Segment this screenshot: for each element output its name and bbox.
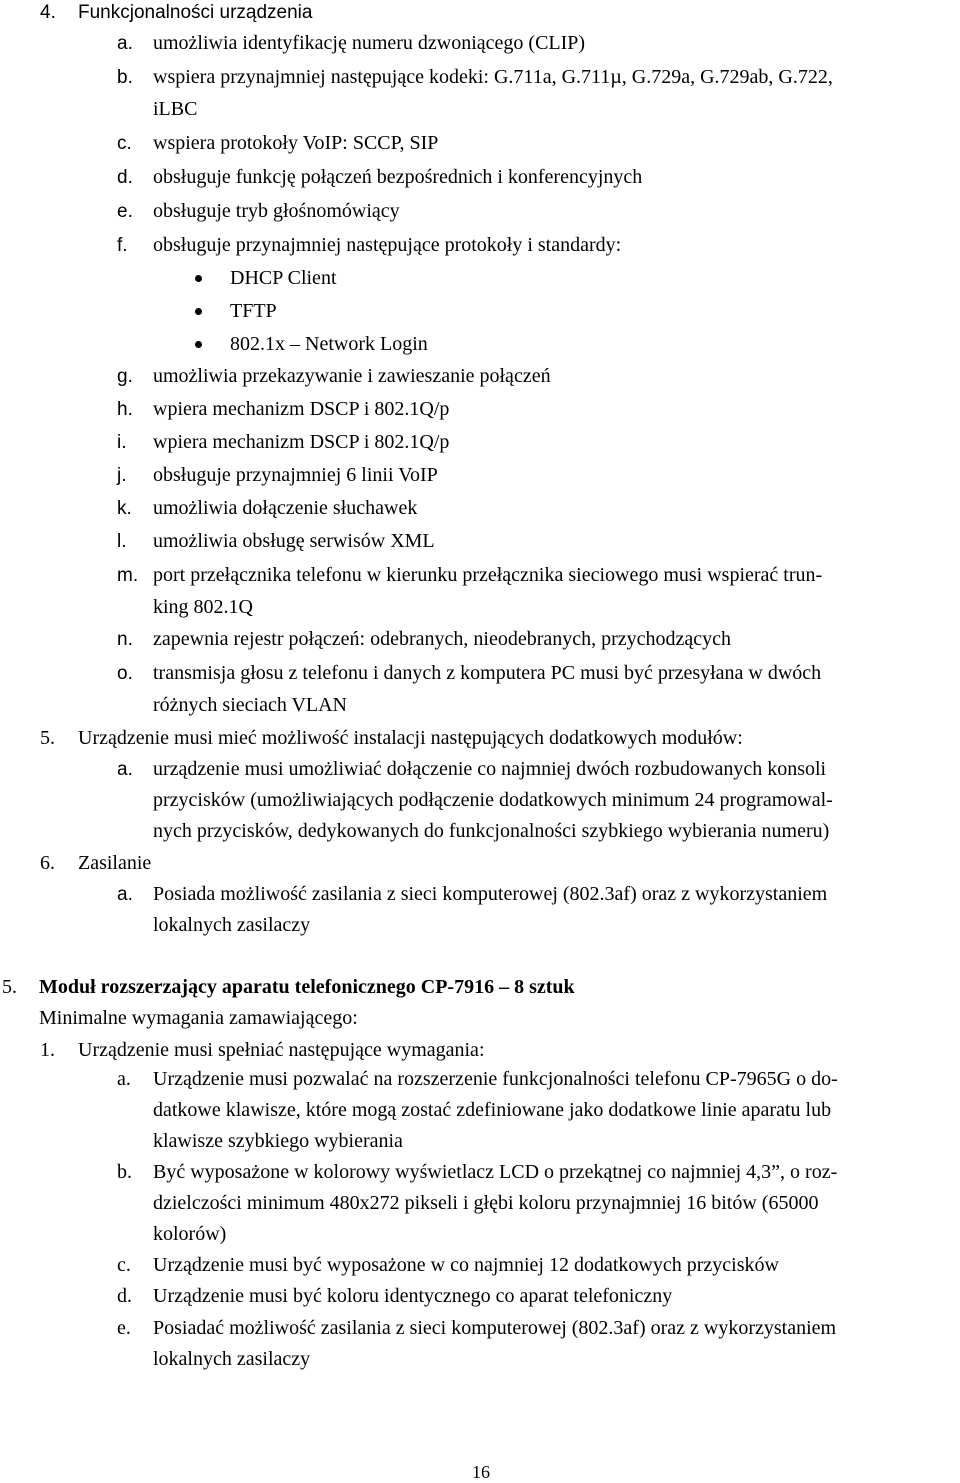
item-text: wpiera mechanizm DSCP i 802.1Q/p — [153, 431, 450, 453]
item-text: urządzenie musi umożliwiać dołączenie co najmniej dwóch rozbudowanych konsoli — [153, 758, 827, 780]
bullet-icon — [195, 308, 202, 315]
item-letter: j. — [117, 465, 127, 486]
item-letter: f. — [117, 235, 128, 256]
item-letter: e. — [117, 1317, 131, 1339]
item-text: umożliwia identyfikację numeru dzwoniącego (CLIP) — [153, 32, 586, 54]
item-text-cont: king 802.1Q — [153, 596, 253, 618]
item-text-cont: lokalnych zasilaczy — [153, 1348, 311, 1370]
bullet-text: DHCP Client — [230, 267, 337, 289]
item-text: obsługuje przynajmniej 6 linii VoIP — [153, 464, 438, 486]
item-text-cont: lokalnych zasilaczy — [153, 914, 311, 936]
requirements-number: 1. — [40, 1039, 55, 1061]
item-letter: a. — [117, 759, 133, 780]
item-text-cont: dzielczości minimum 480x272 pikseli i głębi koloru przynajmniej 16 bitów (65000 — [153, 1192, 819, 1214]
bullet-text: TFTP — [230, 300, 277, 322]
module-title: Moduł rozszerzający aparatu telefonicznego CP-7916 – 8 sztuk — [39, 976, 575, 998]
item-letter: a. — [117, 33, 133, 54]
item-letter: d. — [117, 1285, 132, 1307]
item-text-cont: przycisków (umożliwiających podłączenie dodatkowych minimum 24 programowal- — [153, 789, 833, 811]
page-number: 16 — [472, 1462, 490, 1482]
item-letter: g. — [117, 366, 133, 387]
item-text-cont: klawisze szybkiego wybierania — [153, 1130, 403, 1152]
section-6-title: Zasilanie — [78, 852, 152, 874]
item-letter: a. — [117, 1068, 131, 1090]
section-6-number: 6. — [40, 852, 55, 874]
item-letter: a. — [117, 884, 133, 905]
item-letter: o. — [117, 663, 133, 684]
item-text-cont: różnych sieciach VLAN — [153, 694, 348, 716]
item-letter: l. — [117, 531, 127, 552]
item-text: Być wyposażone w kolorowy wyświetlacz LCD o przekątnej co najmniej 4,3”, o roz- — [153, 1161, 838, 1183]
item-text: obsługuje funkcję połączeń bezpośrednich i konferencyjnych — [153, 166, 643, 188]
item-text: Urządzenie musi być wyposażone w co najmniej 12 dodatkowych przycisków — [153, 1254, 779, 1276]
item-letter: h. — [117, 399, 133, 420]
item-letter: c. — [117, 1254, 131, 1276]
item-text: umożliwia obsługę serwisów XML — [153, 530, 435, 552]
item-text: transmisja głosu z telefonu i danych z komputera PC musi być przesyłana w dwóch — [153, 662, 822, 684]
bullet-text: 802.1x – Network Login — [230, 333, 428, 355]
item-letter: i. — [117, 432, 127, 453]
item-letter: m. — [117, 565, 139, 586]
item-text: zapewnia rejestr połączeń: odebranych, nieodebranych, przychodzących — [153, 628, 732, 650]
item-letter: c. — [117, 133, 132, 154]
item-text-cont: iLBC — [153, 98, 198, 120]
module-number: 5. — [2, 976, 17, 998]
bullet-icon — [195, 341, 202, 348]
item-text: wpiera mechanizm DSCP i 802.1Q/p — [153, 398, 450, 420]
item-text: umożliwia dołączenie słuchawek — [153, 497, 418, 519]
section-4-title: Funkcjonalności urządzenia — [78, 2, 313, 23]
item-text-cont: nych przycisków, dedykowanych do funkcjonalności szybkiego wybierania numeru) — [153, 820, 830, 842]
item-letter: e. — [117, 201, 133, 222]
item-text: port przełącznika telefonu w kierunku przełącznika sieciowego musi wspierać trun- — [153, 564, 823, 586]
section-4-number: 4. — [40, 2, 56, 23]
item-text-cont: datkowe klawisze, które mogą zostać zdefiniowane jako dodatkowe linie aparatu lub — [153, 1099, 832, 1121]
item-letter: b. — [117, 67, 133, 88]
item-letter: n. — [117, 629, 133, 650]
item-text: umożliwia przekazywanie i zawieszanie połączeń — [153, 365, 551, 387]
section-5-title: Urządzenie musi mieć możliwość instalacji następujących dodatkowych modułów: — [78, 727, 743, 749]
module-subtitle: Minimalne wymagania zamawiającego: — [39, 1007, 358, 1029]
item-text: Urządzenie musi pozwalać na rozszerzenie funkcjonalności telefonu CP-7965G o do- — [153, 1068, 838, 1090]
item-text: Posiada możliwość zasilania z sieci komputerowej (802.3af) oraz z wykorzystaniem — [153, 883, 828, 905]
item-letter: d. — [117, 167, 133, 188]
item-text: wspiera przynajmniej następujące kodeki: G.711a, G.711µ, G.729a, G.729ab, G.722, — [153, 66, 833, 88]
item-text: obsługuje przynajmniej następujące protokoły i standardy: — [153, 234, 622, 256]
item-text: wspiera protokoły VoIP: SCCP, SIP — [153, 132, 439, 154]
item-text-cont: kolorów) — [153, 1223, 227, 1245]
bullet-icon — [195, 275, 202, 282]
item-letter: b. — [117, 1161, 132, 1183]
requirements-title: Urządzenie musi spełniać następujące wymagania: — [78, 1039, 485, 1061]
item-text: Posiadać możliwość zasilania z sieci komputerowej (802.3af) oraz z wykorzystaniem — [153, 1317, 837, 1339]
item-text: obsługuje tryb głośnomówiący — [153, 200, 400, 222]
section-5-number: 5. — [40, 727, 55, 749]
item-text: Urządzenie musi być koloru identycznego co aparat telefoniczny — [153, 1285, 673, 1307]
item-letter: k. — [117, 498, 132, 519]
